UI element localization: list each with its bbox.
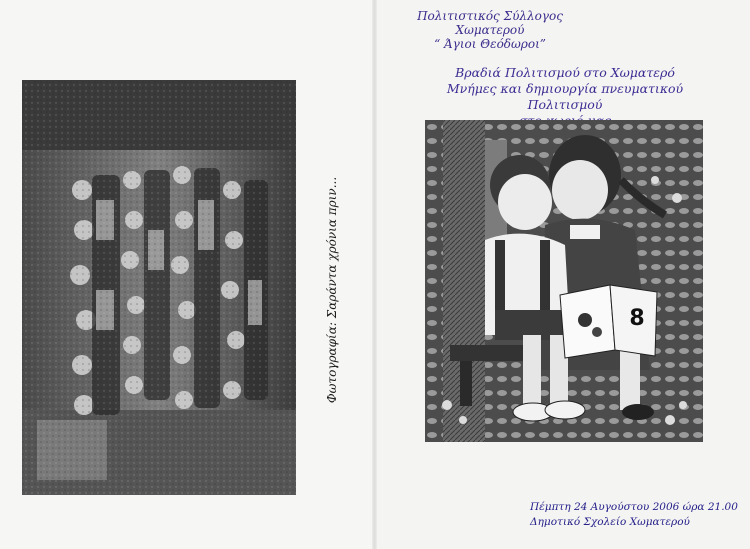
event-title-line-1: Βραδιά Πολιτισμού στο Χωματερό xyxy=(455,65,675,80)
association-header xyxy=(385,9,595,51)
group-photograph-image xyxy=(22,80,296,495)
children-reading-illustration xyxy=(425,120,703,442)
event-date-time: Πέμπτη 24 Αυγούστου 2006 ώρα 21.00 xyxy=(530,501,738,513)
book-letter: 8 xyxy=(629,306,645,331)
association-name: Πολιτιστικός Σύλλογος Χωματερού xyxy=(417,9,563,37)
event-venue: Δημοτικό Σχολείο Χωματερού xyxy=(530,516,690,528)
photo-caption: Φωτογραφία: Σαράντα χρόνια πριν... xyxy=(325,176,339,404)
page-fold xyxy=(372,0,377,549)
event-details xyxy=(530,500,738,530)
event-title-line-2: Μνήμες και δημιουργία πνευματικού Πολιτισμού xyxy=(446,81,684,112)
children-reading-image xyxy=(425,120,703,442)
association-subtitle: “ Άγιοι Θεόδωροι” xyxy=(434,37,546,51)
group-photograph xyxy=(22,80,296,495)
